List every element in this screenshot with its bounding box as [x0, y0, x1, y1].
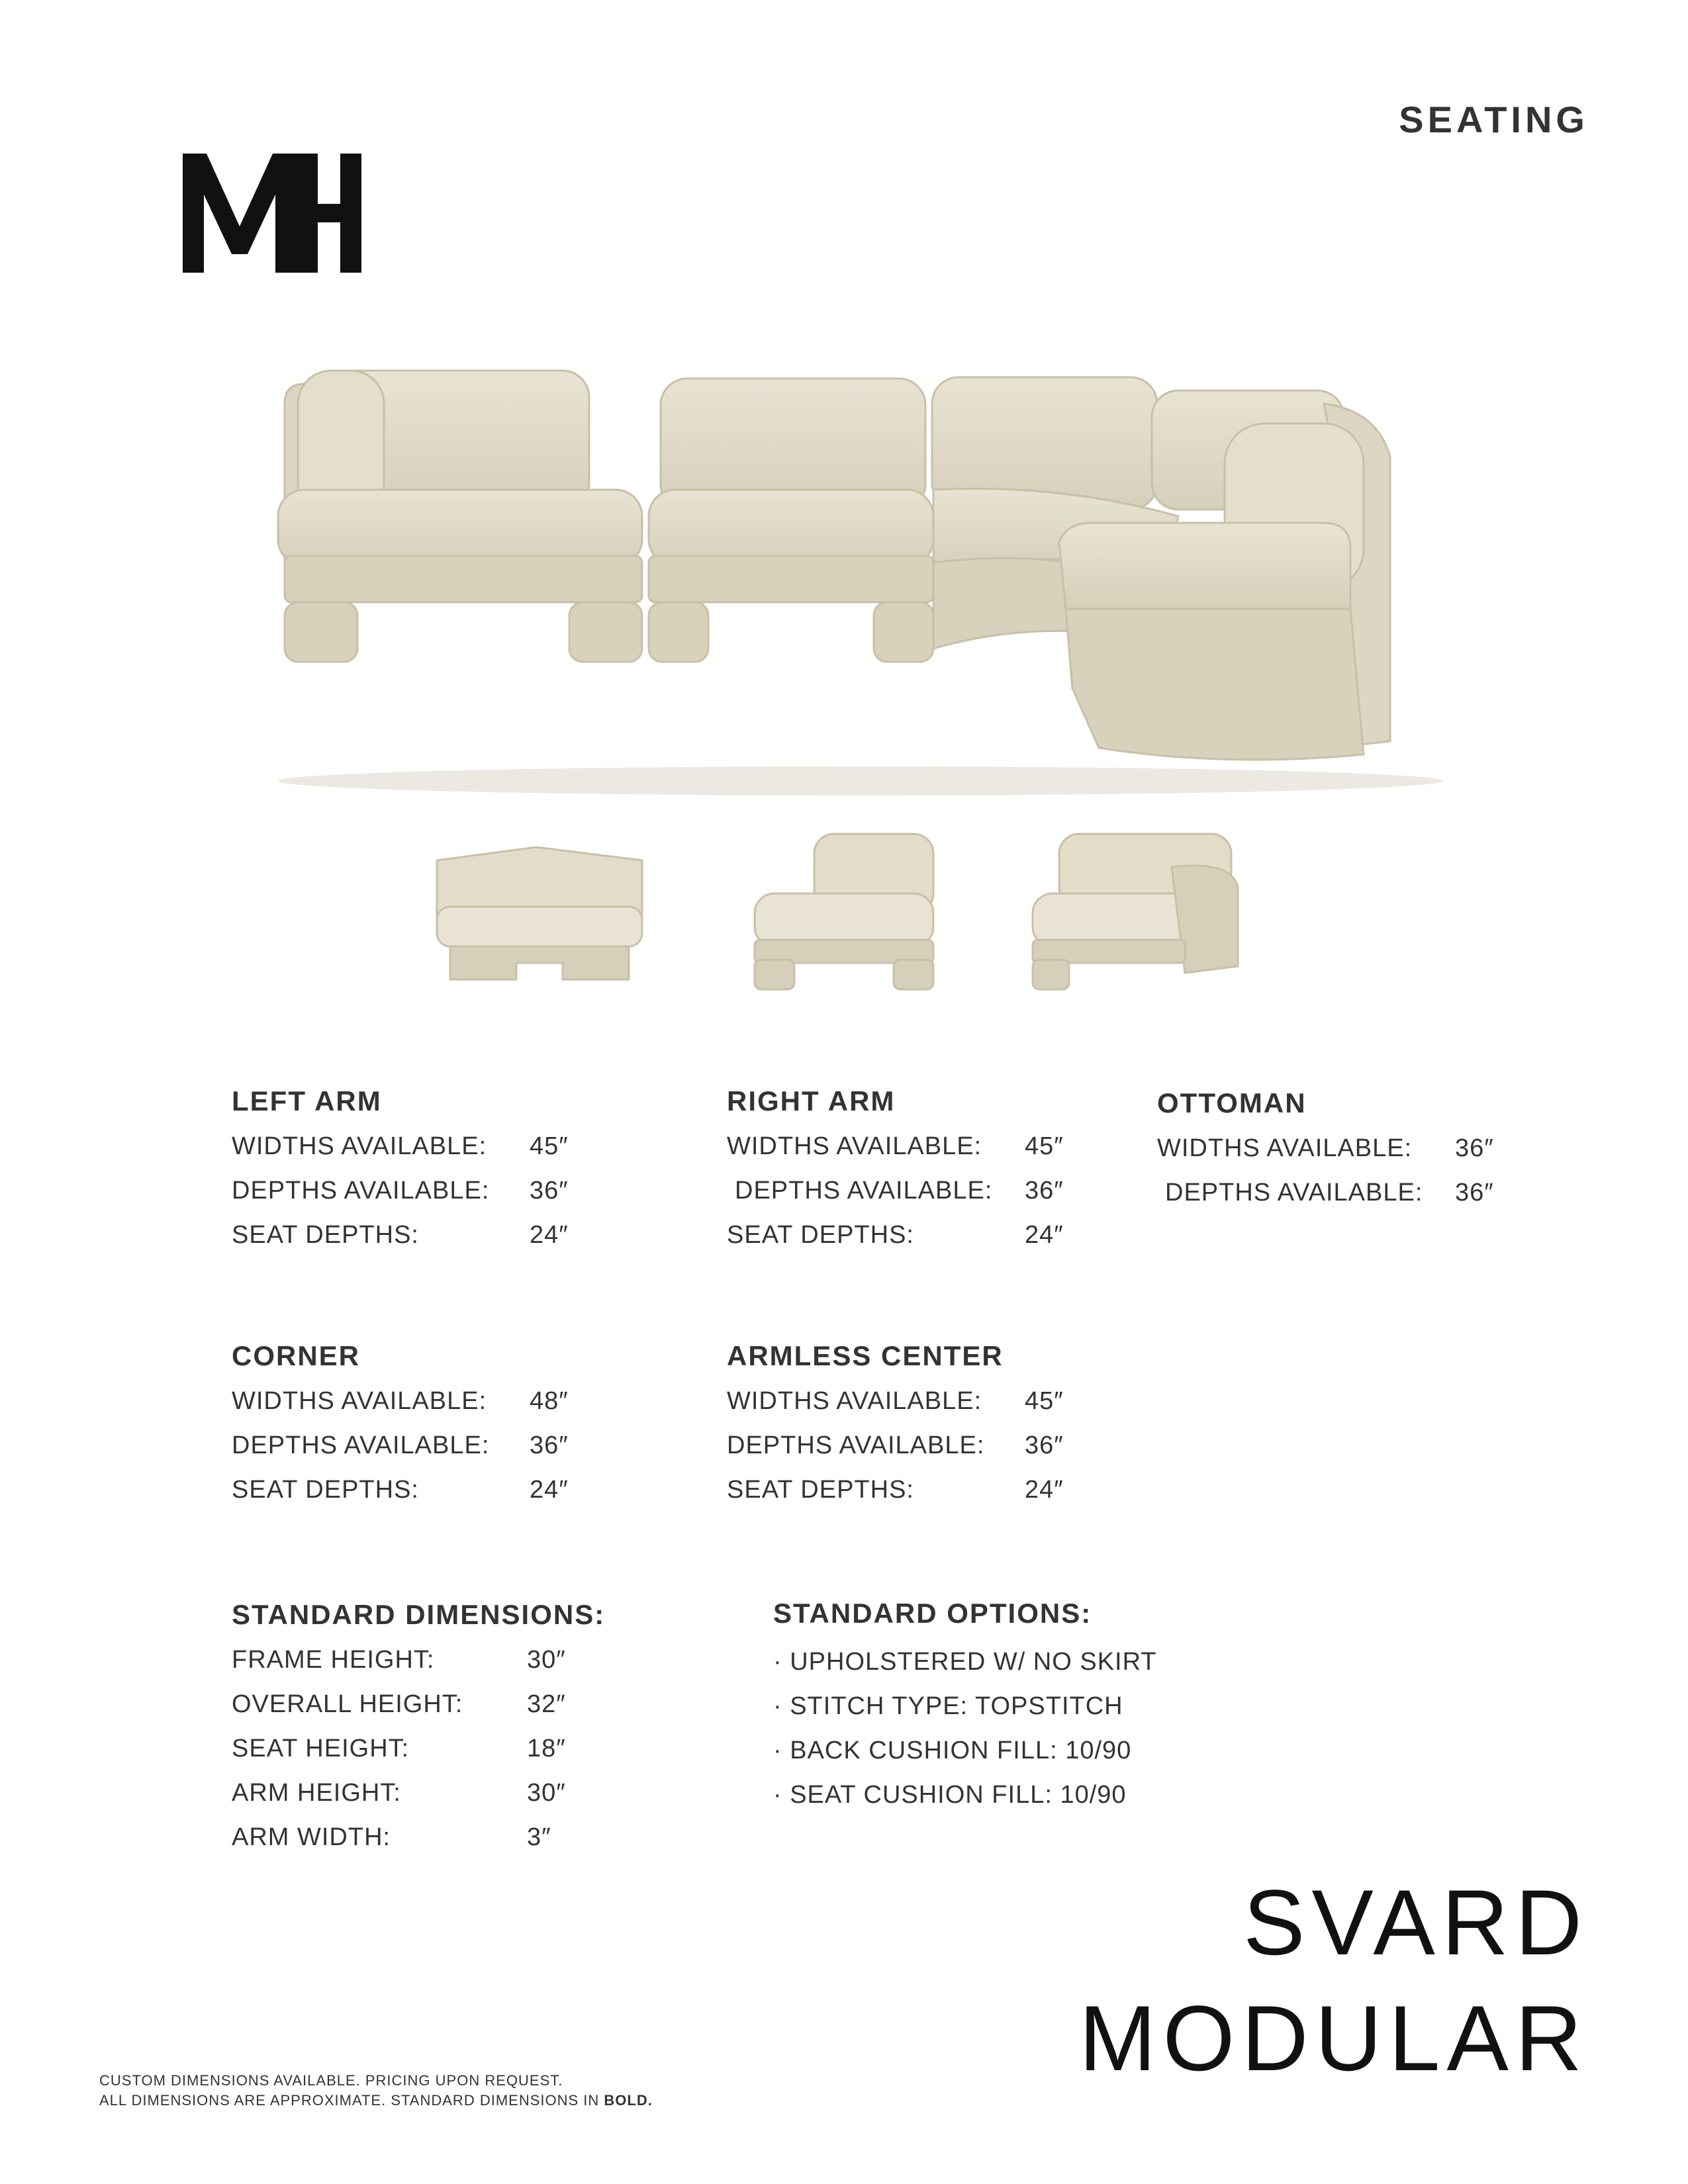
dimension-value: 18″	[527, 1735, 566, 1762]
spec-row	[232, 1130, 695, 1175]
product-name-line2: MODULAR	[1078, 1986, 1589, 2090]
dimension-label: OVERALL HEIGHT:	[232, 1690, 463, 1718]
category-label: SEATING	[1399, 99, 1589, 140]
spec-label: SEAT DEPTHS:	[727, 1221, 914, 1249]
spec-row	[232, 1385, 695, 1430]
spec-row	[232, 1430, 695, 1474]
armless-center-title: ARMLESS CENTER	[727, 1340, 1004, 1371]
spec-row	[232, 1175, 695, 1219]
spec-value: 36″	[1455, 1179, 1494, 1206]
option-item: · UPHOLSTERED W/ NO SKIRT	[773, 1648, 1157, 1676]
spec-value: 36″	[530, 1432, 569, 1459]
armless-center-module-image	[741, 827, 960, 993]
standard-options-list	[773, 1646, 1369, 1823]
right-arm-specs	[727, 1085, 1190, 1263]
spec-label: SEAT DEPTHS:	[232, 1221, 419, 1249]
spec-label: WIDTHS AVAILABLE:	[232, 1387, 487, 1415]
footer-note-2-bold: BOLD.	[604, 2092, 653, 2109]
spec-row	[727, 1219, 1190, 1263]
dimension-row	[232, 1644, 695, 1688]
spec-label: DEPTHS AVAILABLE:	[727, 1432, 985, 1459]
footer-note-1: CUSTOM DIMENSIONS AVAILABLE. PRICING UPON REQUEST.	[99, 2072, 563, 2089]
standard-options-title: STANDARD OPTIONS:	[773, 1598, 1092, 1629]
spec-label: DEPTHS AVAILABLE:	[232, 1177, 490, 1205]
spec-row	[232, 1474, 695, 1518]
dimension-label: ARM WIDTH:	[232, 1823, 391, 1851]
corner-specs	[232, 1340, 695, 1518]
ottoman-specs	[1157, 1087, 1620, 1221]
spec-value: 36″	[1455, 1134, 1494, 1162]
spec-value: 24″	[1025, 1476, 1064, 1504]
spec-label: SEAT DEPTHS:	[232, 1476, 419, 1504]
dimension-row	[232, 1821, 695, 1866]
option-item: · STITCH TYPE: TOPSTITCH	[773, 1692, 1123, 1720]
dimension-value: 32″	[527, 1690, 566, 1718]
dimension-value: 30″	[527, 1646, 566, 1674]
spec-row	[1157, 1132, 1620, 1177]
option-item: · SEAT CUSHION FILL: 10/90	[773, 1781, 1127, 1809]
spec-row	[727, 1385, 1190, 1430]
armless-center-specs	[727, 1340, 1190, 1518]
spec-value: 36″	[1025, 1177, 1064, 1205]
spec-row	[727, 1175, 1190, 1219]
spec-value: 45″	[530, 1132, 569, 1160]
spec-value: 36″	[530, 1177, 569, 1205]
right-arm-title: RIGHT ARM	[727, 1085, 896, 1116]
spec-value: 24″	[530, 1476, 569, 1504]
spec-value: 48″	[530, 1387, 569, 1415]
spec-row	[727, 1430, 1190, 1474]
spec-value: 45″	[1025, 1387, 1064, 1415]
option-item: · BACK CUSHION FILL: 10/90	[773, 1737, 1132, 1764]
corner-module-image	[430, 841, 649, 993]
spec-value: 24″	[530, 1221, 569, 1249]
spec-row	[727, 1130, 1190, 1175]
arm-module-image	[1019, 827, 1244, 993]
sectional-sofa-image	[265, 357, 1509, 807]
spec-label: DEPTHS AVAILABLE:	[1165, 1179, 1423, 1206]
dimension-label: ARM HEIGHT:	[232, 1779, 401, 1807]
spec-value: 36″	[1025, 1432, 1064, 1459]
corner-title: CORNER	[232, 1340, 361, 1371]
dimension-value: 30″	[527, 1779, 566, 1807]
left-arm-title: LEFT ARM	[232, 1085, 382, 1116]
footer-note-2-text: ALL DIMENSIONS ARE APPROXIMATE. STANDARD DIMENSIONS IN	[99, 2092, 604, 2109]
left-arm-specs	[232, 1085, 695, 1263]
standard-options	[773, 1598, 1369, 1643]
spec-value: 24″	[1025, 1221, 1064, 1249]
dimension-row	[232, 1688, 695, 1733]
footer-note-2	[99, 2091, 894, 2110]
spec-label: DEPTHS AVAILABLE:	[735, 1177, 993, 1205]
standard-dimensions-title: STANDARD DIMENSIONS:	[232, 1599, 606, 1630]
spec-label: WIDTHS AVAILABLE:	[232, 1132, 487, 1160]
dimension-label: FRAME HEIGHT:	[232, 1646, 435, 1674]
standard-dimensions	[232, 1599, 695, 1866]
spec-label: WIDTHS AVAILABLE:	[727, 1387, 982, 1415]
spec-value: 45″	[1025, 1132, 1064, 1160]
dimension-label: SEAT HEIGHT:	[232, 1735, 410, 1762]
spec-row	[727, 1474, 1190, 1518]
mh-logo	[183, 154, 361, 273]
spec-row	[1157, 1177, 1620, 1221]
dimension-row	[232, 1733, 695, 1777]
ottoman-title: OTTOMAN	[1157, 1087, 1307, 1118]
spec-label: DEPTHS AVAILABLE:	[232, 1432, 490, 1459]
spec-label: WIDTHS AVAILABLE:	[727, 1132, 982, 1160]
spec-label: SEAT DEPTHS:	[727, 1476, 914, 1504]
dimension-row	[232, 1777, 695, 1821]
product-name-line1: SVARD	[1243, 1870, 1589, 1974]
spec-row	[232, 1219, 695, 1263]
spec-label: WIDTHS AVAILABLE:	[1157, 1134, 1413, 1162]
dimension-value: 3″	[527, 1823, 551, 1851]
